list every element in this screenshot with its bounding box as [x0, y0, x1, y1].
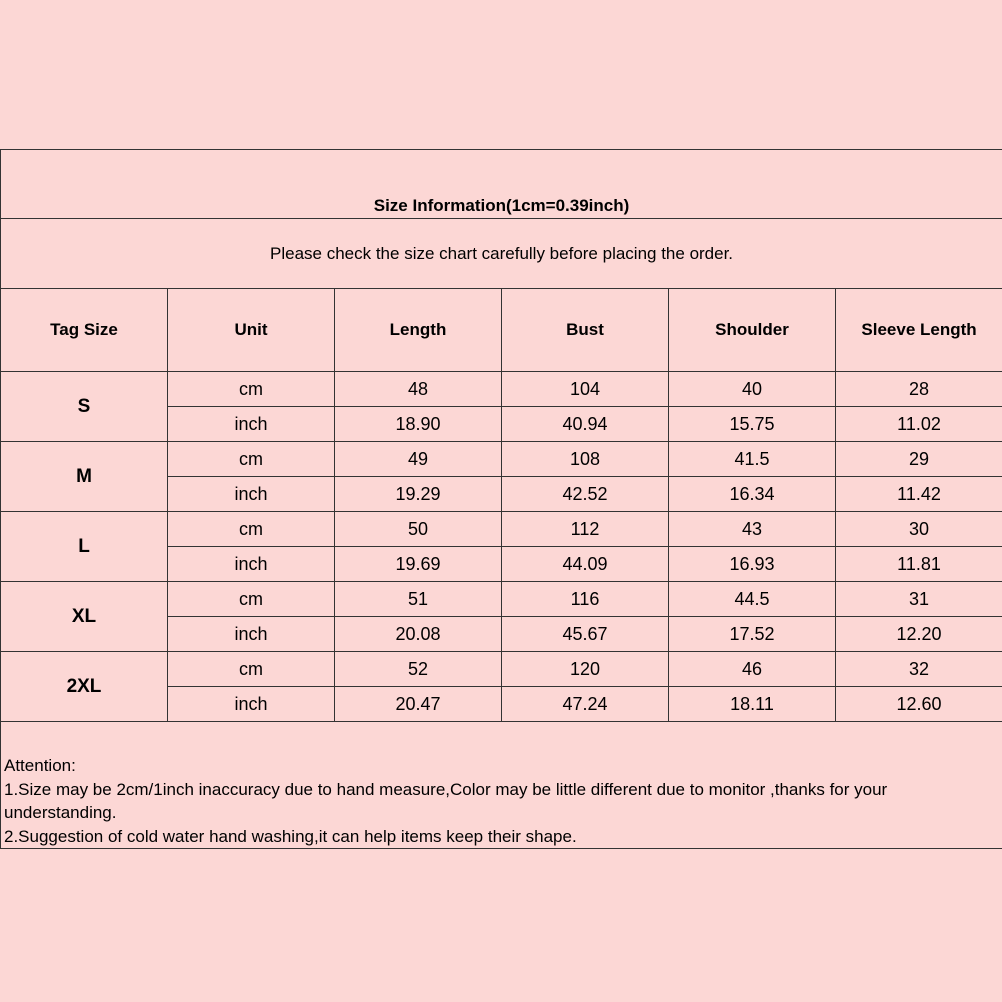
header-shoulder: Shoulder [669, 289, 836, 372]
bust-cell: 40.94 [502, 407, 669, 442]
bust-cell: 44.09 [502, 547, 669, 582]
sleeve-length-cell: 11.81 [836, 547, 1002, 582]
header-unit: Unit [168, 289, 335, 372]
size-chart-table [0, 149, 1002, 849]
length-cell: 19.69 [335, 547, 502, 582]
bust-cell: 116 [502, 582, 669, 617]
shoulder-cell: 18.11 [669, 687, 836, 722]
sleeve-length-cell: 11.02 [836, 407, 1002, 442]
header-sleeve-length: Sleeve Length [836, 289, 1002, 372]
length-cell: 50 [335, 512, 502, 547]
unit-cell: inch [168, 687, 335, 722]
length-cell: 20.47 [335, 687, 502, 722]
table-row [1, 582, 1002, 617]
header-length: Length [335, 289, 502, 372]
length-cell: 52 [335, 652, 502, 687]
header-bust: Bust [502, 289, 669, 372]
tag-size-cell: L [1, 512, 168, 582]
bust-cell: 47.24 [502, 687, 669, 722]
sleeve-length-cell: 12.20 [836, 617, 1002, 652]
order-notice: Please check the size chart carefully before placing the order. [1, 219, 1002, 289]
length-cell: 18.90 [335, 407, 502, 442]
unit-cell: inch [168, 407, 335, 442]
attention-line-2: 2.Suggestion of cold water hand washing,it can help items keep their shape. [4, 826, 577, 846]
length-cell: 20.08 [335, 617, 502, 652]
sleeve-length-cell: 11.42 [836, 477, 1002, 512]
sleeve-length-cell: 28 [836, 372, 1002, 407]
size-rows [1, 372, 1002, 722]
unit-cell: cm [168, 372, 335, 407]
shoulder-cell: 17.52 [669, 617, 836, 652]
attention-heading: Attention: [4, 756, 76, 775]
unit-cell: cm [168, 582, 335, 617]
tag-size-cell: M [1, 442, 168, 512]
header-tag-size: Tag Size [1, 289, 168, 372]
sleeve-length-cell: 32 [836, 652, 1002, 687]
sleeve-length-cell: 12.60 [836, 687, 1002, 722]
unit-cell: cm [168, 442, 335, 477]
sleeve-length-cell: 30 [836, 512, 1002, 547]
shoulder-cell: 41.5 [669, 442, 836, 477]
shoulder-cell: 15.75 [669, 407, 836, 442]
sleeve-length-cell: 31 [836, 582, 1002, 617]
table-row [1, 652, 1002, 687]
unit-cell: inch [168, 617, 335, 652]
shoulder-cell: 40 [669, 372, 836, 407]
bust-cell: 42.52 [502, 477, 669, 512]
attention-line-1: 1.Size may be 2cm/1inch inaccuracy due to hand measure,Color may be little different due to monitor ,thanks for your understanding. [4, 779, 888, 822]
shoulder-cell: 44.5 [669, 582, 836, 617]
tag-size-cell: S [1, 372, 168, 442]
shoulder-cell: 16.34 [669, 477, 836, 512]
header-row [1, 289, 1002, 372]
bust-cell: 108 [502, 442, 669, 477]
shoulder-cell: 16.93 [669, 547, 836, 582]
unit-cell: cm [168, 512, 335, 547]
table-row [1, 442, 1002, 477]
length-cell: 48 [335, 372, 502, 407]
length-cell: 49 [335, 442, 502, 477]
bust-cell: 104 [502, 372, 669, 407]
chart-title: Size Information(1cm=0.39inch) [373, 196, 630, 215]
table-row [1, 512, 1002, 547]
tag-size-cell: 2XL [1, 652, 168, 722]
bust-cell: 112 [502, 512, 669, 547]
attention-notes [1, 722, 1002, 849]
tag-size-cell: XL [1, 582, 168, 652]
sleeve-length-cell: 29 [836, 442, 1002, 477]
unit-cell: cm [168, 652, 335, 687]
shoulder-cell: 46 [669, 652, 836, 687]
bust-cell: 45.67 [502, 617, 669, 652]
unit-cell: inch [168, 477, 335, 512]
bust-cell: 120 [502, 652, 669, 687]
table-row [1, 372, 1002, 407]
shoulder-cell: 43 [669, 512, 836, 547]
length-cell: 19.29 [335, 477, 502, 512]
chart-title-cell [1, 150, 1002, 219]
unit-cell: inch [168, 547, 335, 582]
length-cell: 51 [335, 582, 502, 617]
